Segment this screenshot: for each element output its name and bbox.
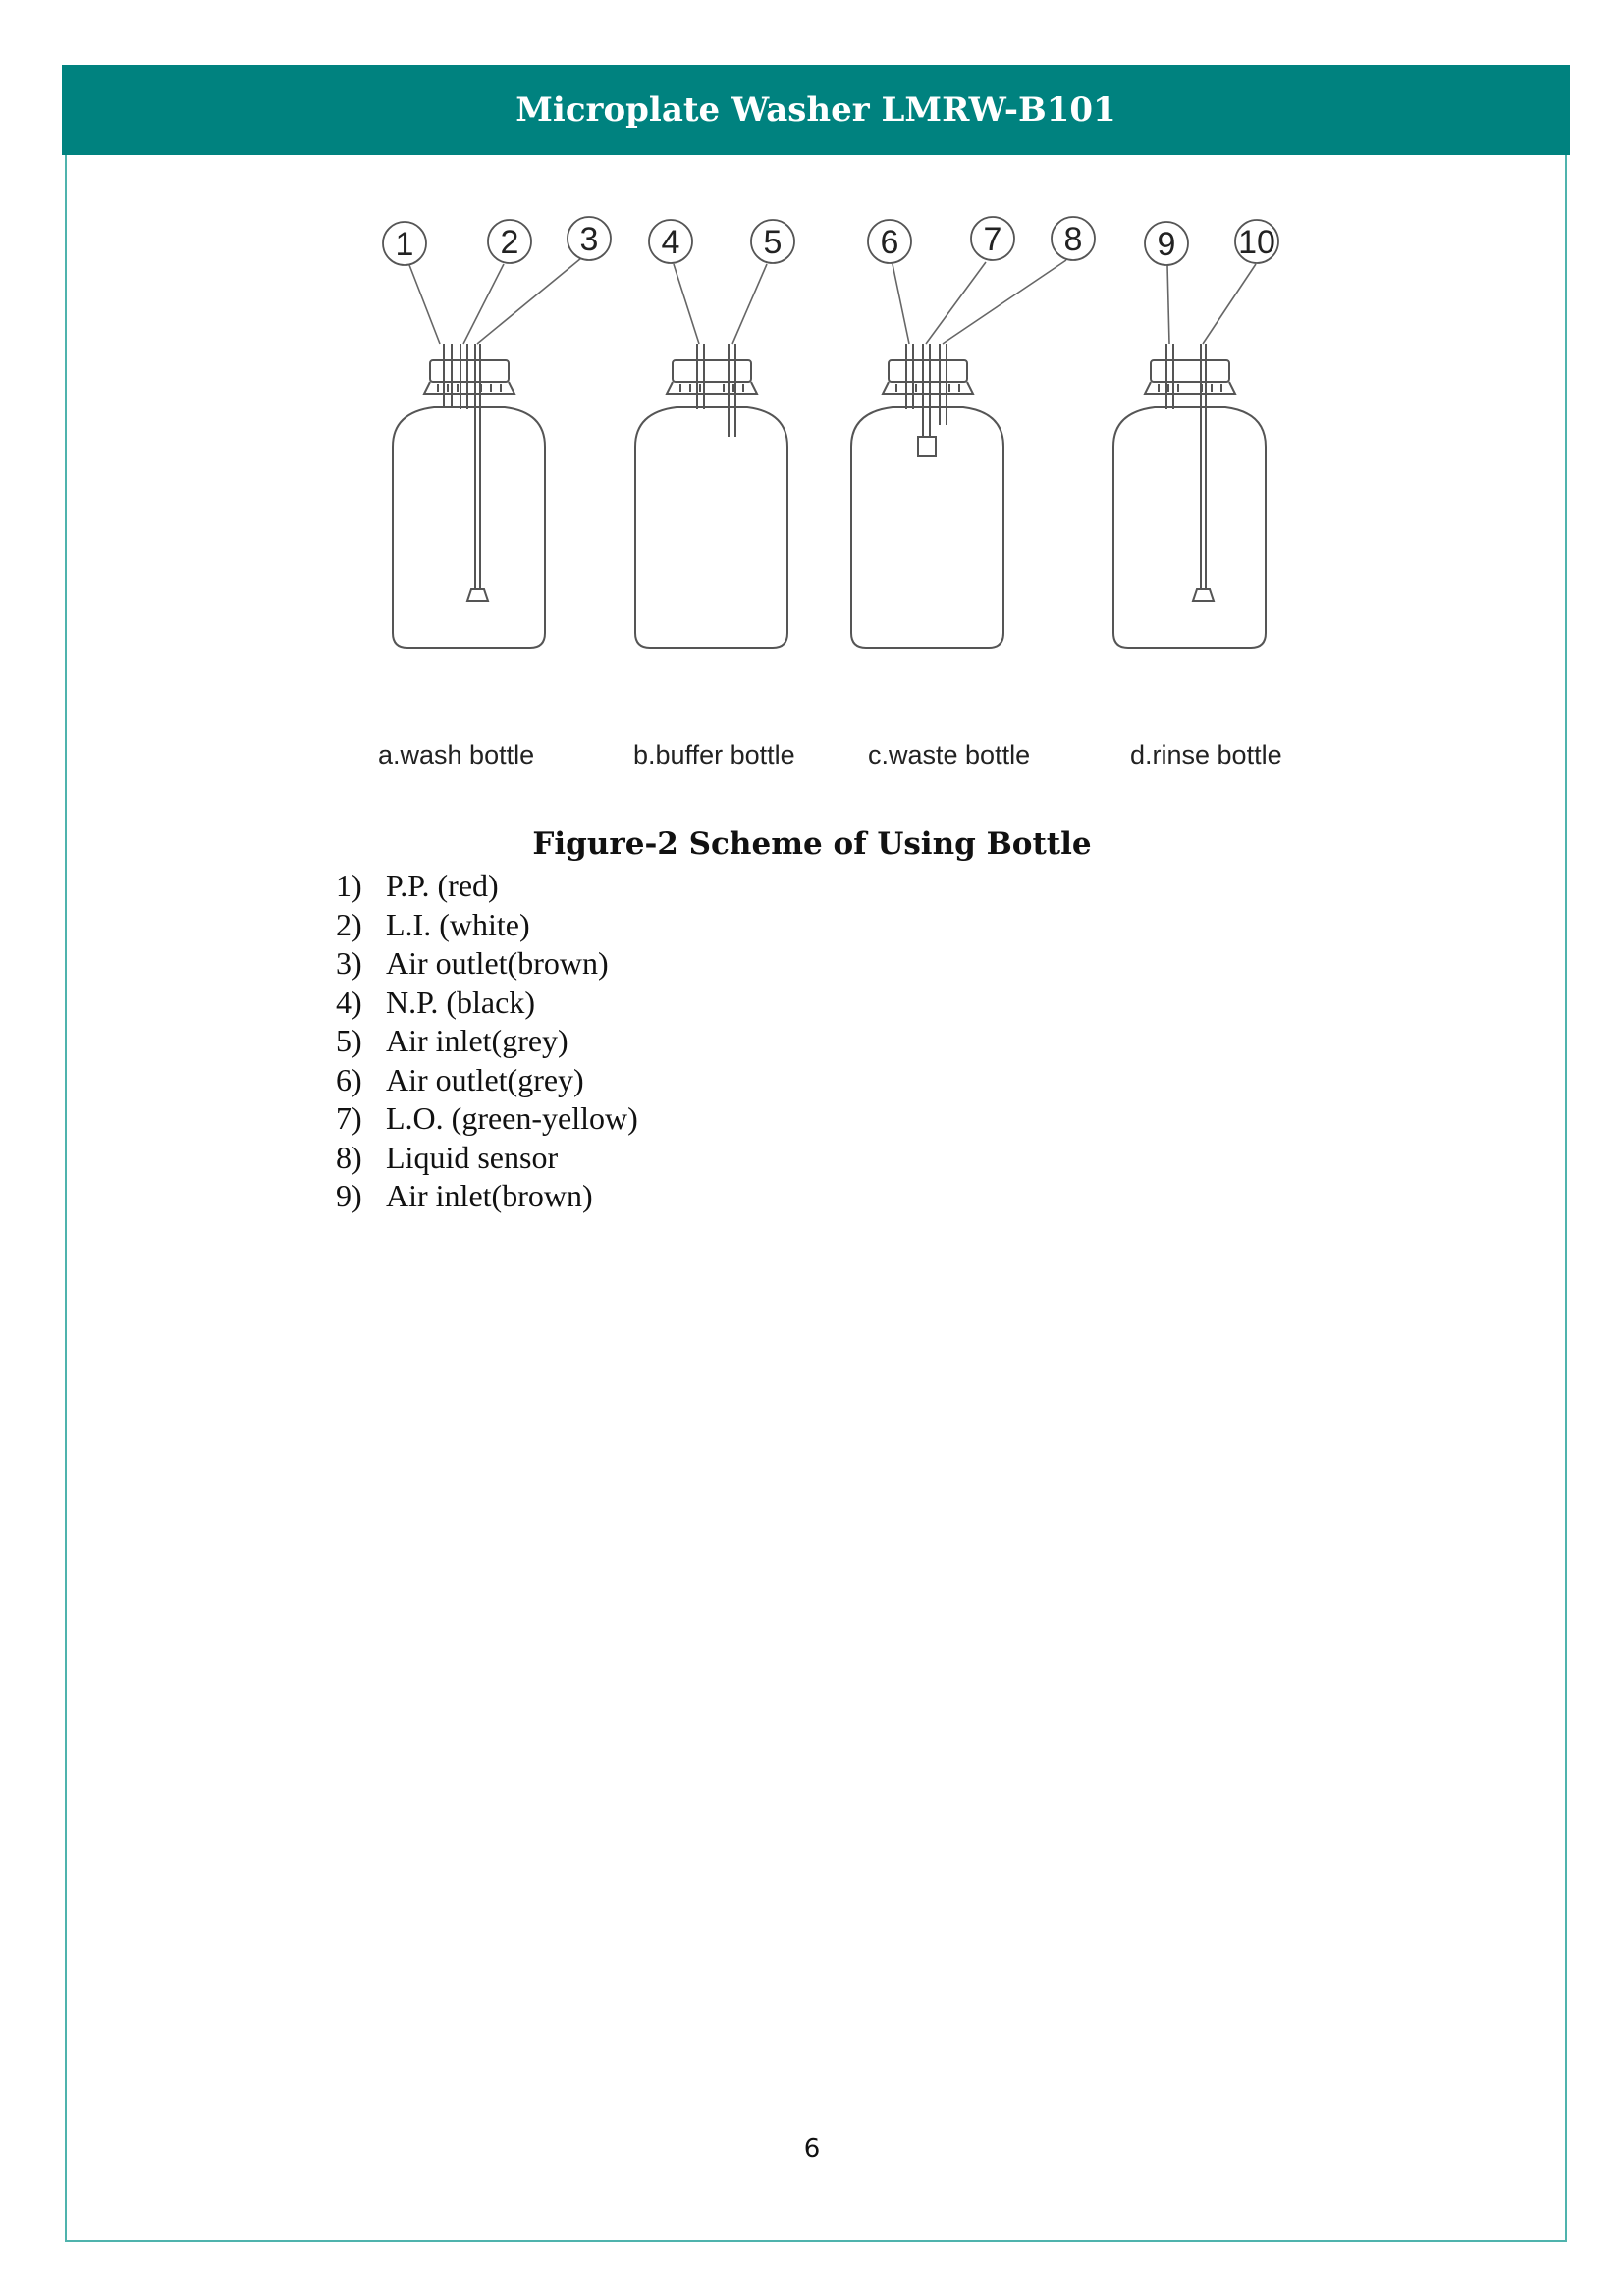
callout-5: 5 xyxy=(763,224,783,261)
list-item-number: 8) xyxy=(336,1139,362,1175)
list-item-text: Air outlet(grey) xyxy=(386,1061,584,1097)
list-item xyxy=(336,1139,638,1178)
tube-legend-list xyxy=(336,867,638,1216)
callout-8: 8 xyxy=(1063,221,1083,258)
callout-2: 2 xyxy=(500,224,519,261)
list-item xyxy=(336,1099,638,1139)
wash-bottle-label: a.wash bottle xyxy=(378,740,535,770)
list-item-text: L.I. (white) xyxy=(386,906,530,942)
callout-4: 4 xyxy=(661,224,680,261)
page-number: 6 xyxy=(803,2134,821,2163)
buffer-bottle-drawing xyxy=(635,344,787,648)
rinse-bottle-drawing xyxy=(1113,344,1266,648)
list-item xyxy=(336,906,638,945)
list-item-text: L.O. (green-yellow) xyxy=(386,1100,638,1136)
list-item-text: N.P. (black) xyxy=(386,984,535,1020)
list-item-number: 1) xyxy=(336,868,362,903)
list-item xyxy=(336,1022,638,1061)
callout-6: 6 xyxy=(880,224,899,261)
list-item-number: 6) xyxy=(336,1061,362,1097)
list-item-number: 5) xyxy=(336,1023,362,1058)
list-item-number: 2) xyxy=(336,906,362,942)
buffer-bottle-label: b.buffer bottle xyxy=(633,740,795,770)
list-item-text: Liquid sensor xyxy=(386,1139,559,1175)
bottle-scheme-diagram xyxy=(353,201,1316,810)
callout-10: 10 xyxy=(1238,224,1275,261)
callout-1: 1 xyxy=(395,226,414,263)
callout-9: 9 xyxy=(1157,226,1176,263)
list-item xyxy=(336,1061,638,1100)
list-item xyxy=(336,984,638,1023)
list-item-text: Air inlet(brown) xyxy=(386,1178,593,1213)
waste-bottle-drawing xyxy=(851,344,1003,648)
list-item xyxy=(336,1177,638,1216)
waste-bottle-label: c.waste bottle xyxy=(868,740,1031,770)
wash-bottle-drawing xyxy=(393,344,545,648)
list-item-number: 7) xyxy=(336,1100,362,1136)
figure-caption: Figure-2 Scheme of Using Bottle xyxy=(532,827,1092,862)
rinse-bottle-label: d.rinse bottle xyxy=(1130,740,1282,770)
list-item xyxy=(336,944,638,984)
list-item-text: Air outlet(brown) xyxy=(386,945,609,981)
list-item-number: 3) xyxy=(336,945,362,981)
callout-leaders xyxy=(409,258,1256,344)
page-header xyxy=(62,65,1570,155)
list-item-text: Air inlet(grey) xyxy=(386,1023,568,1058)
list-item-number: 9) xyxy=(336,1178,362,1213)
callout-3: 3 xyxy=(579,221,599,258)
document-title: Microplate Washer LMRW-B101 xyxy=(515,90,1116,130)
list-item-text: P.P. (red) xyxy=(386,868,499,903)
list-item xyxy=(336,867,638,906)
callout-7: 7 xyxy=(983,221,1002,258)
list-item-number: 4) xyxy=(336,984,362,1020)
